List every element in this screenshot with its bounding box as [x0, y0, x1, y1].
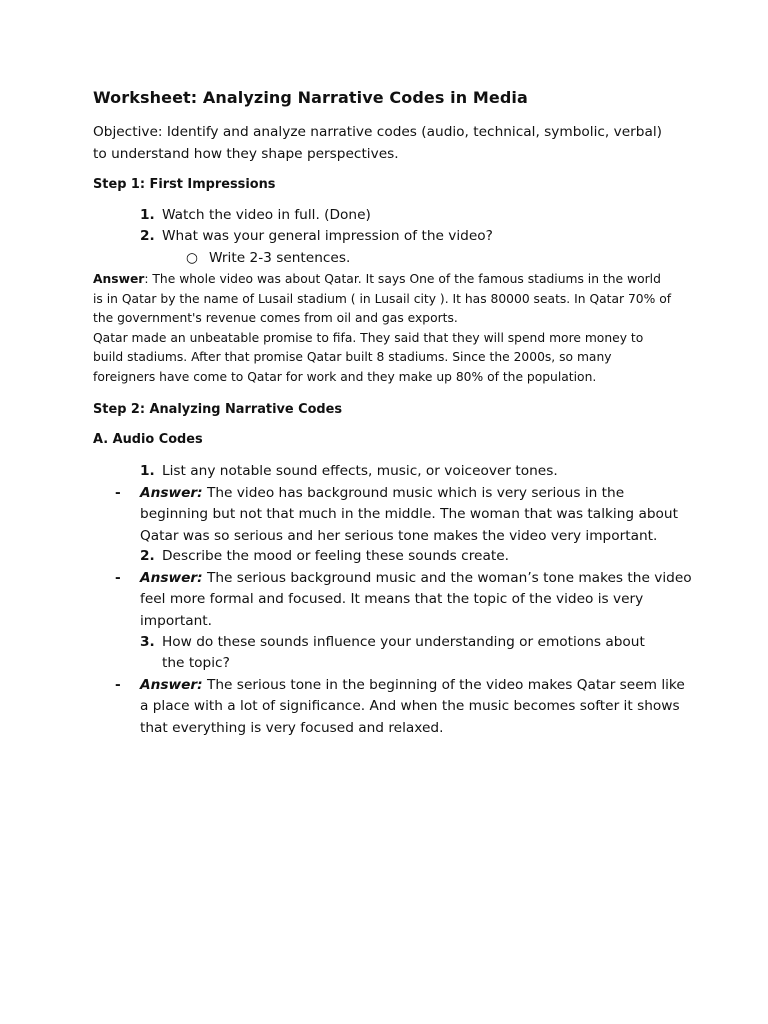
audio-answer-3 [93, 675, 693, 739]
step1-answer [93, 270, 673, 387]
audio-answer-2-text: The serious background music and the woman’s tone makes the video feel more formal and focused. It means that the topic of the video is very important. [140, 570, 692, 629]
step1-answer-text: : The whole video was about Qatar. It says One of the famous stadiums in the world is in Qatar by the name of Lusail stadium ( in Lusail city ). It has 80000 seats. In Qatar 70% of the government's revenue comes from oil and gas exports. [93, 272, 672, 325]
step1-item-1 [140, 205, 700, 226]
audio-answer-2 [93, 568, 693, 632]
dash-bullet-icon: - [115, 485, 121, 501]
step1-item-1-number: 1. [140, 207, 155, 223]
step1-item-2 [140, 226, 700, 247]
audio-question-2 [140, 546, 700, 567]
audio-answer-1-text: The video has background music which is very serious in the beginning but not that much in the middle. The woman that was talking about Qatar was so serious and her serious tone makes the video very important. [140, 485, 678, 544]
step1-heading: Step 1: First Impressions [93, 177, 276, 192]
worksheet-title: Worksheet: Analyzing Narrative Codes in Media [93, 88, 528, 107]
audio-question-2-number: 2. [140, 548, 155, 564]
step1-answer-label: Answer [93, 272, 145, 286]
audio-codes-subheading: A. Audio Codes [93, 432, 203, 447]
audio-question-3 [140, 632, 660, 674]
step2-heading: Step 2: Analyzing Narrative Codes [93, 402, 343, 417]
objective-text: Objective: Identify and analyze narrative codes (audio, technical, symbolic, verbal) to understand how they shape perspectives. [93, 124, 662, 162]
audio-answer-1 [93, 483, 693, 547]
audio-question-3-number: 3. [140, 634, 155, 650]
audio-answer-3-text: The serious tone in the beginning of the video makes Qatar seem like a place with a lot of significance. And when the music becomes softer it shows that everything is very focused and relaxed. [140, 677, 685, 736]
audio-question-1-text: List any notable sound effects, music, or voiceover tones. [162, 463, 558, 479]
dash-bullet-icon: - [115, 570, 121, 586]
step1-sub-bullet [186, 248, 350, 269]
circle-bullet-icon: ○ [186, 250, 198, 266]
audio-question-1 [140, 461, 700, 482]
step1-sub-bullet-text: Write 2-3 sentences. [209, 250, 351, 266]
step1-item-2-text: What was your general impression of the video? [162, 228, 493, 244]
step1-answer-text-2: Qatar made an unbeatable promise to fifa. They said that they will spend more money to build stadiums. After that promise Qatar built 8 stadiums. Since the 2000s, so many foreigners have come to Qatar for work and they make up 80% of the population. [93, 330, 644, 384]
dash-bullet-icon: - [115, 677, 121, 693]
step1-item-2-number: 2. [140, 228, 155, 244]
audio-answer-1-label: Answer: [140, 485, 203, 501]
audio-answer-2-label: Answer: [140, 570, 203, 586]
audio-answer-3-label: Answer: [140, 677, 203, 693]
step1-item-1-text: Watch the video in full. (Done) [162, 207, 371, 223]
audio-question-1-number: 1. [140, 463, 155, 479]
audio-question-3-text: How do these sounds influence your understanding or emotions about the topic? [162, 634, 645, 671]
audio-question-2-text: Describe the mood or feeling these sounds create. [162, 548, 509, 564]
